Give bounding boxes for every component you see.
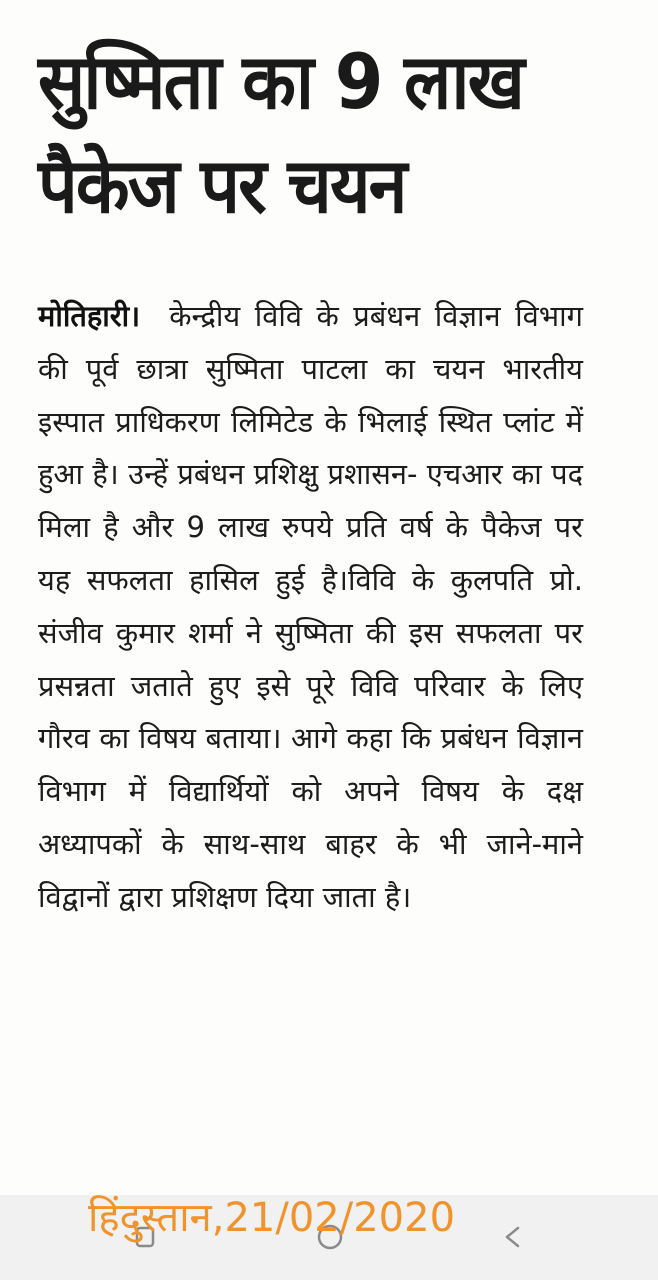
dateline: मोतिहारी। <box>38 299 141 333</box>
article-text: केन्द्रीय विवि के प्रबंधन विज्ञान विभाग की पूर्व छात्रा सुष्मिता पाटला का चयन भारतीय इस्पात प्राधिकरण लिमिटेड के भिलाई स्थित प्लांट में हुआ है। उन्हें प्रबंधन प्रशिक्षु प्रशासन- एचआर का पद मिला है और 9 लाख रुपये प्रति वर्ष के पैकेज पर यह सफलता हासिल हुई है।विवि के कुलपति प्रो. संजीव कुमार शर्मा ने सुष्मिता की इस सफलता पर प्रसन्नता जताते हुए इसे पूरे विवि परिवार के लिए गौरव का विषय बताया। आगे कहा कि प्रबंधन विज्ञान विभाग में विद्यार्थियों को अपने विषय के दक्ष अध्यापकों के साथ-साथ बाहर के भी जाने-माने विद्वानों द्वारा प्रशिक्षण दिया जाता है। <box>38 299 584 914</box>
headline-line-2: पैकेज पर चयन <box>38 141 406 230</box>
back-icon[interactable] <box>498 1222 528 1252</box>
headline <box>38 30 581 238</box>
headline-line-1: सुष्मिता का 9 लाख <box>38 37 524 126</box>
source-caption: हिंदुस्तान,21/02/2020 <box>88 1195 456 1241</box>
article-body <box>38 290 583 924</box>
